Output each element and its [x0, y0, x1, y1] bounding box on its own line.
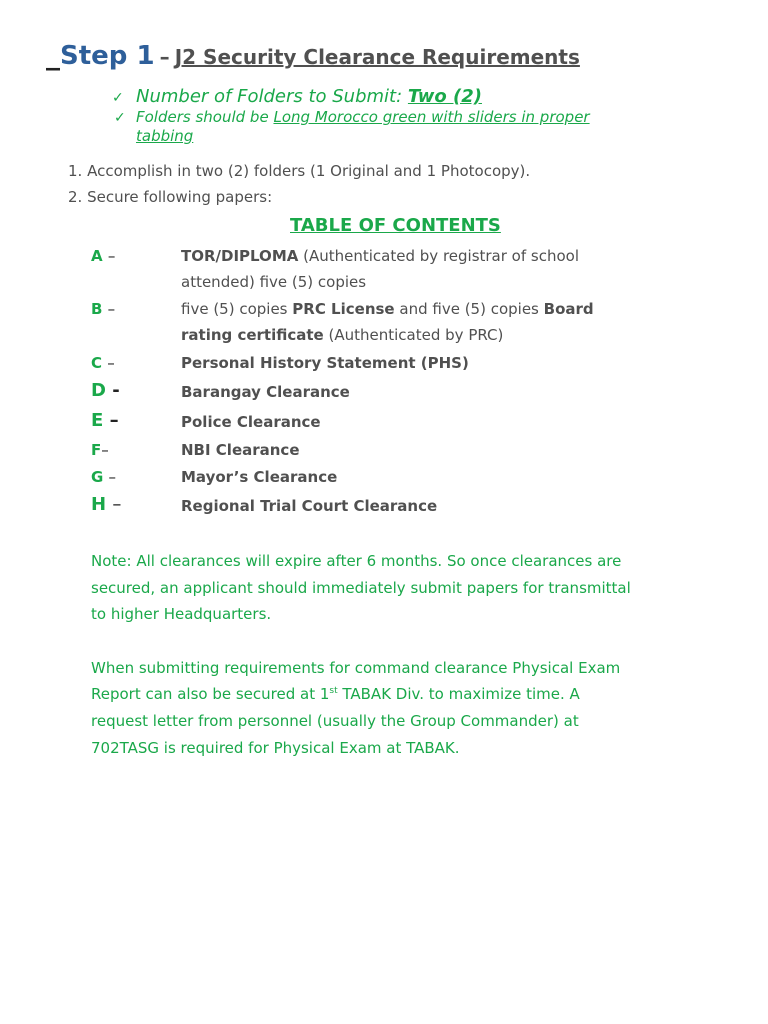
heading-title: J2 Security Clearance Requirements	[174, 45, 580, 69]
toc-letter: E –	[91, 410, 119, 431]
physical-line: When submitting requirements for command clearance Physical Exam	[91, 659, 621, 677]
bullet-folder-count	[136, 86, 482, 107]
toc-item-tor-line2: attended) five (5) copies	[181, 273, 367, 291]
page-heading	[46, 38, 580, 71]
checkmark-icon: ✓	[112, 90, 124, 106]
folder-color-line2: tabbing	[136, 127, 194, 145]
toc-letter: H –	[91, 494, 122, 515]
toc-item-police: Police Clearance	[181, 413, 321, 431]
toc-letter: A –	[91, 247, 116, 265]
physical-line: request letter from personnel (usually the Group Commander) at	[91, 712, 579, 730]
toc-letter: C –	[91, 354, 115, 372]
toc-item-phs: Personal History Statement (PHS)	[181, 354, 469, 372]
toc-item-barangay: Barangay Clearance	[181, 383, 350, 401]
toc-item-mayor: Mayor’s Clearance	[181, 468, 338, 486]
step-label: Step 1	[60, 41, 155, 71]
step-item: 1. Accomplish in two (2) folders (1 Original and 1 Photocopy).	[68, 162, 531, 180]
note-line: to higher Headquarters.	[91, 605, 272, 623]
note-line: Note: All clearances will expire after 6 months. So once clearances are	[91, 552, 622, 570]
bullet-folder-color	[136, 108, 590, 126]
toc-letter: B –	[91, 300, 116, 318]
folder-count-label: Number of Folders to Submit:	[136, 86, 403, 107]
heading-underscore: _	[46, 38, 60, 71]
heading-dash: –	[159, 45, 170, 69]
toc-letter: F–	[91, 441, 109, 459]
toc-item-tor: TOR/DIPLOMA (Authenticated by registrar of school	[181, 247, 579, 265]
toc-item-prc-line2: rating certificate (Authenticated by PRC)	[181, 326, 504, 344]
note-line: secured, an applicant should immediately submit papers for transmittal	[91, 579, 631, 597]
physical-line: Report can also be secured at 1st TABAK Div. to maximize time. A	[91, 685, 580, 703]
toc-item-nbi: NBI Clearance	[181, 441, 300, 459]
toc-letter: D -	[91, 380, 120, 401]
folder-color-prefix: Folders should be	[136, 108, 269, 126]
toc-item-rtc: Regional Trial Court Clearance	[181, 497, 438, 515]
toc-title: TABLE OF CONTENTS	[290, 215, 501, 236]
folder-count-value: Two (2)	[407, 86, 482, 107]
toc-letter: G –	[91, 468, 117, 486]
checkmark-icon: ✓	[114, 110, 126, 126]
folder-color-line1: Long Morocco green with sliders in proper	[273, 108, 590, 126]
toc-item-prc: five (5) copies PRC License and five (5) copies Board	[181, 300, 594, 318]
step-item: 2. Secure following papers:	[68, 188, 273, 206]
physical-line: 702TASG is required for Physical Exam at TABAK.	[91, 739, 460, 757]
